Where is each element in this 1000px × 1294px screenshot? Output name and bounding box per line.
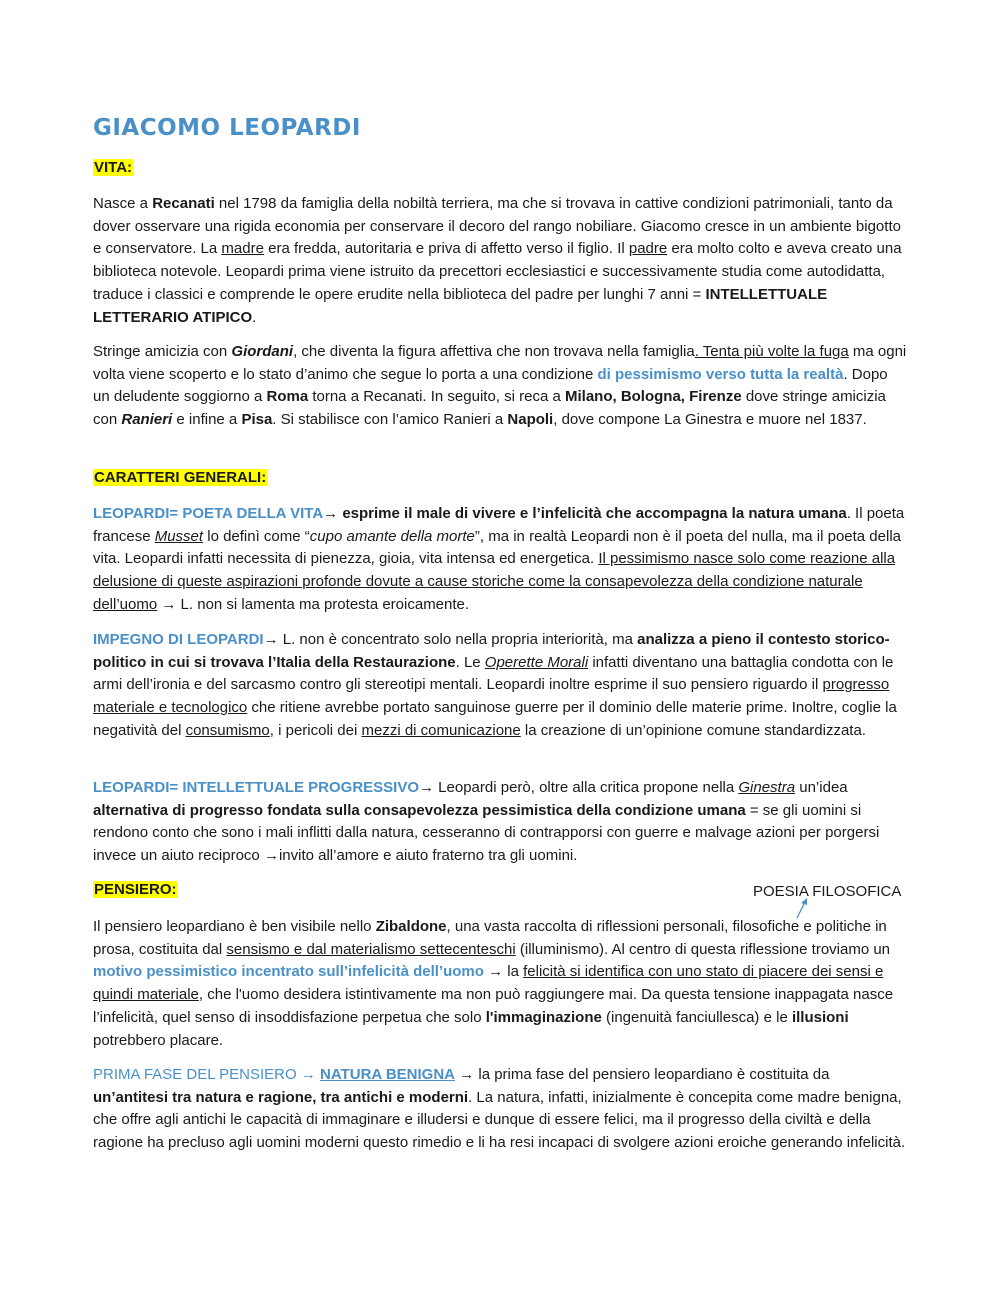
arrow-right-icon: → (263, 847, 279, 865)
arrow-right-icon: → (300, 1066, 316, 1083)
arrow-right-icon: → (323, 505, 339, 522)
paragraph-vita-1: Nasce a Recanati nel 1798 da famiglia della nobiltà terriera, ma che si trovava in cattive condizioni patrimoniali, tanto da dover osservare una rigida economia per conservare il decoro del rango nobiliare. Giacomo cresce in un ambiente bigotto e conservatore. La madre era fredda, autoritaria e priva di affetto verso il figlio. Il padre era molto colto e aveva creato una biblioteca notevole. Leopardi prima viene istruito da precettori ecclesiastici e successivamente studia come autodidatta, traduce i classici e comprende le opere erudite nella biblioteca del padre per lunghi 7 anni = INTELLETTUALE LETTERARIO ATIPICO. (93, 195, 902, 326)
paragraph-pensiero: Il pensiero leopardiano è ben visibile nello Zibaldone, una vasta raccolta di riflessioni personali, filosofiche e politiche in prosa, costituita dal sensismo e dal materialismo settecenteschi (illuminismo). Al centro di questa riflessione troviamo un motivo pessimistico incentrato sull’infelicità dell’uomo → la felicità si identifica con uno stato di piacere dei sensi e quindi materiale, che l'uomo desidera istintivamente ma non può raggiungere mai. Da questa tensione inappagata nasce l’infelicità, quel senso di insoddisfazione perpetua che solo l'immaginazione (ingenuità fanciullesca) e le illusioni potrebbero placare. (93, 918, 894, 1049)
arrow-right-icon: → (419, 779, 435, 796)
section-heading-vita: VITA: (94, 159, 133, 176)
section-heading-pensiero: PENSIERO: (94, 881, 177, 898)
paragraph-impegno: IMPEGNO DI LEOPARDI→ L. non è concentrato solo nella propria interiorità, ma analizza a pieno il contesto storico-politico in cui si trovava l’Italia della Restaurazione. Le Operette Morali infatti diventano una battaglia condotta con le armi dell’ironia e del sarcasmo contro gli stereotipi mentali. Leopardi inoltre esprime il suo pensiero riguardo il progresso materiale e tecnologico che ritiene avrebbe portato sanguinose guerre per il dominio delle materie prime. Inoltre, coglie la negatività del consumismo, i pericoli dei mezzi di comunicazione la creazione di un’opinione comune standardizzata. (93, 631, 897, 739)
arrow-right-icon: → (161, 595, 177, 613)
arrow-right-icon: → (488, 963, 504, 981)
paragraph-intellettuale-progressivo: LEOPARDI= INTELLETTUALE PROGRESSIVO→ Leopardi però, oltre alla critica propone nella Ginestra un’idea alternativa di progresso fondata sulla consapevolezza pessimistica della condizione umana = se gli uomini si rendono conto che sono i mali inflitti dalla natura, cesseranno di contrapporsi con guerre e malvage azioni per porgersi invece un aiuto reciproco →invito all’amore e aiuto fraterno tra gli uomini. (93, 779, 880, 865)
side-note-poesia-filosofica: POESIA FILOSOFICA (753, 883, 902, 900)
arrow-right-icon: → (263, 631, 279, 648)
arrow-right-icon: → (459, 1066, 475, 1083)
document-title: GIACOMO LEOPARDI (93, 115, 361, 141)
paragraph-vita-2: Stringe amicizia con Giordani, che diventa la figura affettiva che non trovava nella famiglia. Tenta più volte la fuga ma ogni volta viene scoperto e lo stato d’animo che segue lo porta a una condizione di pessimismo verso tutta la realtà. Dopo un deludente soggiorno a Roma torna a Recanati. In seguito, si reca a Milano, Bologna, Firenze dove stringe amicizia con Ranieri e infine a Pisa. Si stabilisce con l’amico Ranieri a Napoli, dove compone La Ginestra e muore nel 1837. (93, 343, 907, 429)
section-heading-caratteri: CARATTERI GENERALI: (94, 469, 267, 486)
paragraph-prima-fase: PRIMA FASE DEL PENSIERO → NATURA BENIGNA → la prima fase del pensiero leopardiano è costituita da un’antitesi tra natura e ragione, tra antichi e moderni. La natura, infatti, inizialmente è concepita come madre benigna, che offre agli antichi le capacità di immaginare e illudersi e dunque di essere felici, ma il progresso della civiltà e della ragione ha precluso agli uomini moderni questo rimedio e li ha resi incapaci di svolgere azioni eroiche generando infelicità. (93, 1066, 906, 1152)
annotation-arrow-icon (794, 898, 810, 920)
paragraph-poeta-della-vita: LEOPARDI= POETA DELLA VITA→ esprime il male di vivere e l’infelicità che accompagna la natura umana. Il poeta francese Musset lo definì come “cupo amante della morte”, ma in realtà Leopardi non è il poeta del nulla, ma il poeta della vita. Leopardi infatti necessita di pienezza, gioia, vita intensa ed energetica. Il pessimismo nasce solo come reazione alla delusione di queste aspirazioni profonde dovute a cause storiche come la consapevolezza della condizione naturale dell’uomo → L. non si lamenta ma protesta eroicamente. (93, 505, 905, 613)
